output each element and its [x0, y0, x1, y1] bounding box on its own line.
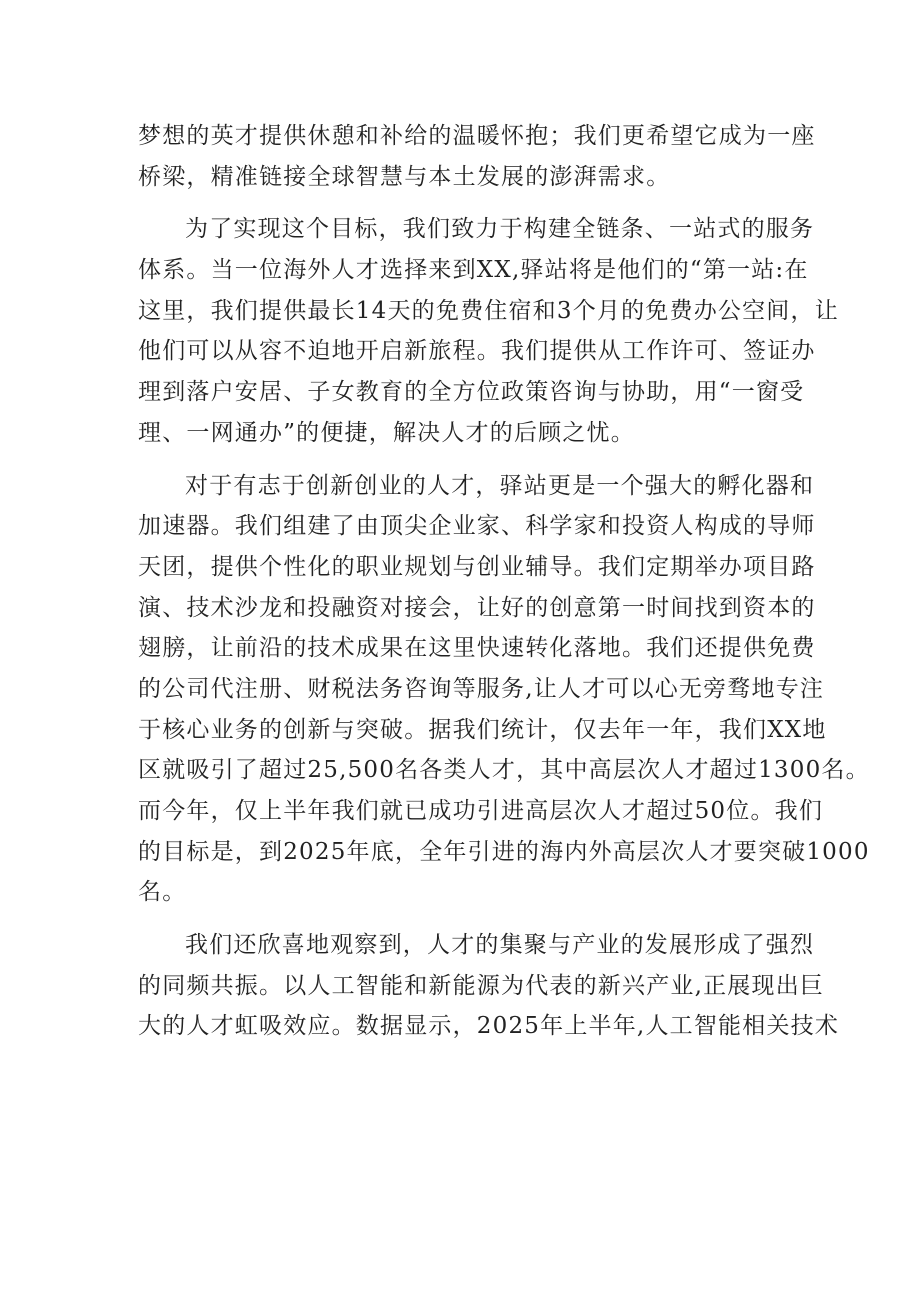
text-line: 名。	[138, 879, 187, 906]
text-line: 的同频共振。以人工智能和新能源为代表的新兴产业,正展现出巨	[138, 972, 825, 999]
text-line: 理、一网通办”的便捷，解决人才的后顾之忧。	[138, 419, 635, 446]
text-line: 加速器。我们组建了由顶尖企业家、科学家和投资人构成的导师	[138, 513, 816, 540]
paragraph	[138, 209, 839, 453]
text-line: 天团，提供个性化的职业规划与创业辅导。我们定期举办项目路	[138, 553, 816, 580]
paragraph-spacing	[138, 197, 798, 209]
text-line: 对于有志于创新创业的人才，驿站更是一个强大的孵化器和	[185, 472, 815, 499]
text-line: 桥梁，精准链接全球智慧与本土发展的澎湃需求。	[138, 163, 671, 190]
document-body	[138, 116, 870, 1047]
text-line: 演、技术沙龙和投融资对接会，让好的创意第一时间找到资本的	[138, 594, 816, 621]
text-line: 为了实现这个目标，我们致力于构建全链条、一站式的服务	[185, 216, 815, 243]
paragraph	[138, 466, 870, 914]
paragraph-spacing	[138, 454, 798, 466]
text-line: 翅膀，让前沿的技术成果在这里快速转化落地。我们还提供免费	[138, 635, 816, 662]
paragraph-spacing	[138, 913, 798, 925]
text-line: 的公司代注册、财税法务咨询等服务,让人才可以心无旁骛地专注	[138, 675, 825, 702]
paragraph	[138, 925, 840, 1047]
text-line: 梦想的英才提供休憩和补给的温暖怀抱；我们更希望它成为一座	[138, 123, 816, 149]
paragraph	[138, 116, 816, 197]
text-line: 区就吸引了超过25,500名各类人才，其中高层次人才超过1300名。	[138, 757, 870, 784]
text-line: 我们还欣喜地观察到，人才的集聚与产业的发展形成了强烈	[185, 932, 815, 959]
text-line: 而今年，仅上半年我们就已成功引进高层次人才超过50位。我们	[138, 798, 824, 824]
text-line: 他们可以从容不迫地开启新旅程。我们提供从工作许可、签证办	[138, 338, 816, 365]
text-line: 理到落户安居、子女教育的全方位政策咨询与协助，用“一窗受	[138, 379, 805, 406]
text-line: 这里，我们提供最长14天的免费住宿和3个月的免费办公空间，让	[138, 297, 839, 324]
text-line: 的目标是，到2025年底，全年引进的海内外高层次人才要突破1000	[138, 838, 870, 865]
text-line: 大的人才虹吸效应。数据显示，2025年上半年,人工智能相关技术	[138, 1013, 840, 1040]
text-line: 于核心业务的创新与突破。据我们统计，仅去年一年，我们XX地	[138, 716, 827, 743]
text-line: 体系。当一位海外人才选择来到XX,驿站将是他们的“第一站:在	[138, 257, 809, 284]
